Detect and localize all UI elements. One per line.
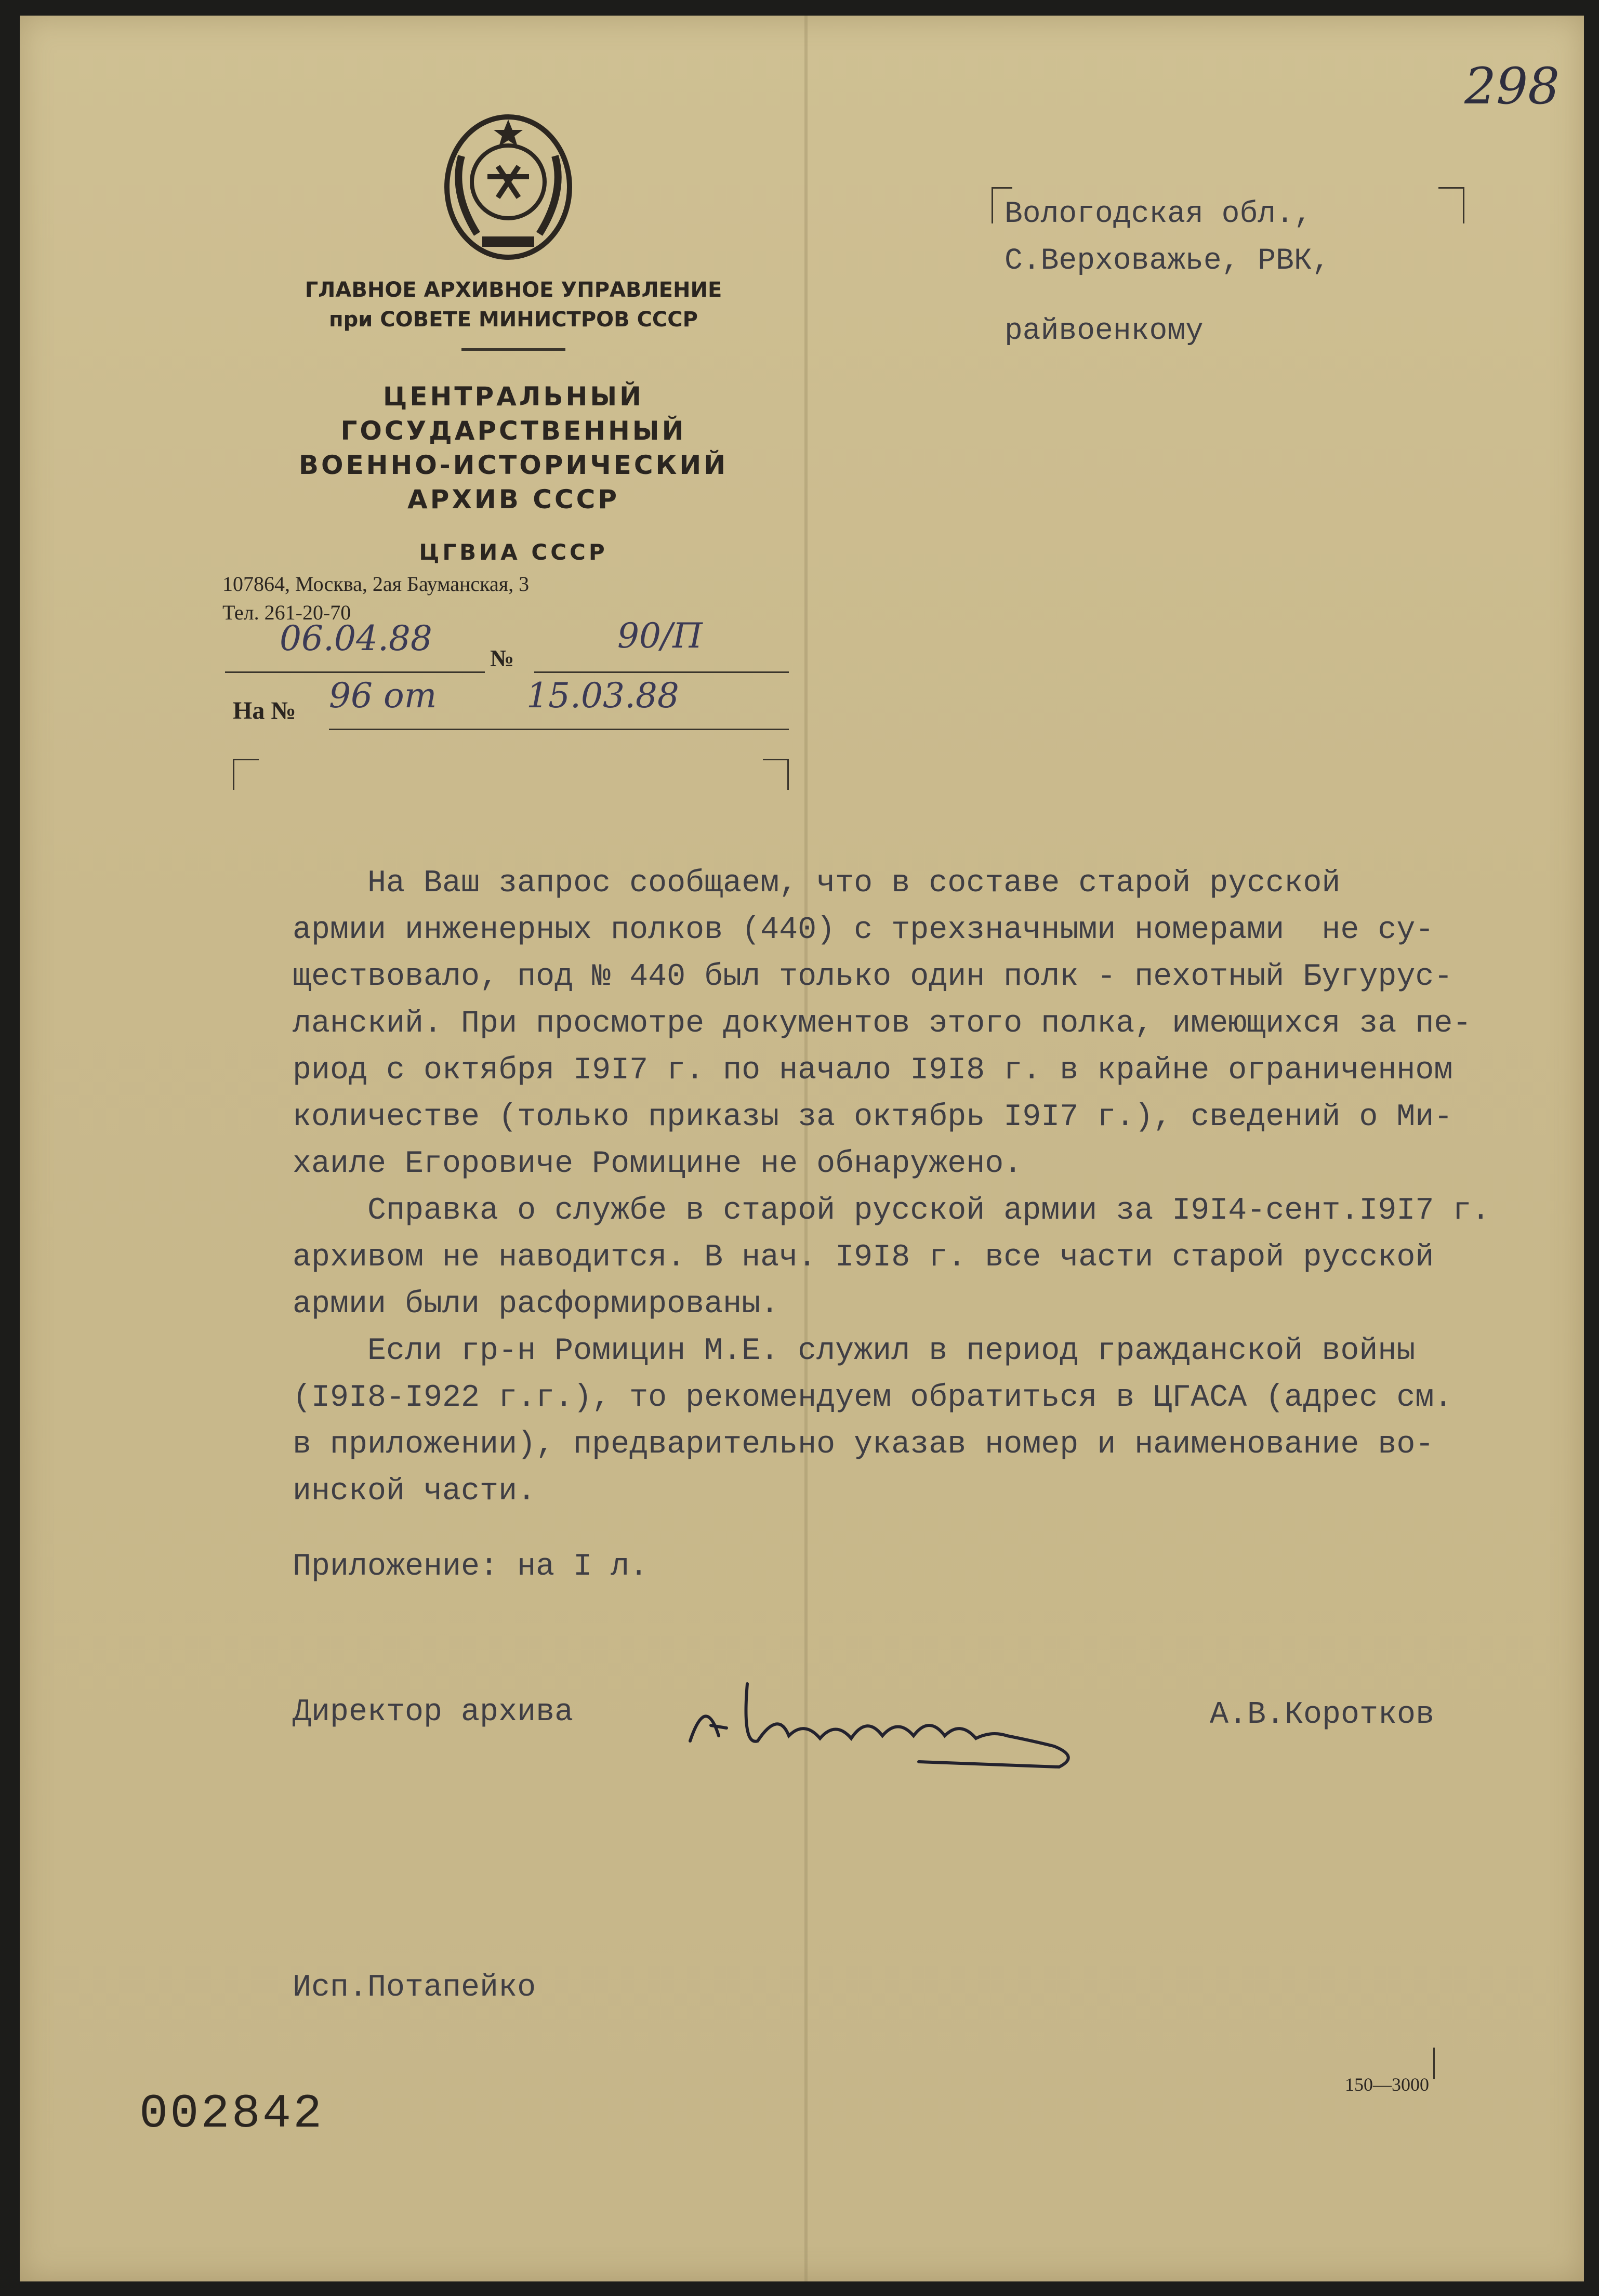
- body-line: На Ваш запрос сообщаем, что в составе старой русской: [293, 866, 1341, 901]
- document-page: [20, 16, 1584, 2281]
- handwritten-signature: [669, 1663, 1116, 1777]
- attachment-note: Приложение: на I л.: [293, 1549, 649, 1585]
- body-line: риод с октября I9I7 г. по начало I9I8 г. в крайне ограниченном: [293, 1053, 1453, 1088]
- letter-number: 90/П: [617, 616, 703, 656]
- archive-name-line-3: ВОЕННО-ИСТОРИЧЕСКИЙ: [298, 450, 729, 480]
- signatory-name: А.В.Коротков: [1210, 1697, 1435, 1733]
- letter-body: [293, 860, 1490, 1515]
- corner-mark-right-vertical: [787, 759, 789, 790]
- corner-mark-right: [763, 759, 789, 760]
- folio-number: 298: [1464, 57, 1560, 115]
- reply-label: На №: [233, 697, 296, 724]
- body-line: ланский. При просмотре документов этого полка, имеющихся за пе-: [293, 1006, 1472, 1041]
- archive-address: 107864, Москва, 2ая Бауманская, 3: [222, 572, 530, 596]
- body-line: (I9I8-I922 г.г.), то рекомендуем обратиться в ЦГАСА (адрес см.: [293, 1380, 1453, 1416]
- archive-abbreviation: ЦГВИА СССР: [419, 539, 608, 565]
- body-line: в приложении), предварительно указав номер и наименование во-: [293, 1427, 1434, 1462]
- body-line: армии инженерных полков (440) с трехзначными номерами не су-: [293, 913, 1434, 948]
- print-run: 150—3000: [1345, 2074, 1429, 2095]
- ministry-line-2: при СОВЕТЕ МИНИСТРОВ СССР: [329, 308, 698, 332]
- body-line: архивом не наводится. В нач. I9I8 г. все части старой русской: [293, 1240, 1434, 1275]
- recipient-line-2: С.Верховажье, РВК,: [1005, 244, 1330, 278]
- reply-underline: [329, 729, 789, 730]
- recipient-mark-left: [992, 187, 993, 223]
- body-line: Если гр-н Ромицин М.Е. служил в период гражданской войны: [293, 1334, 1416, 1369]
- corner-mark-left: [233, 759, 259, 760]
- recipient-mark-left-horizontal: [992, 187, 1012, 189]
- recipient-line-3: райвоенкому: [1005, 314, 1204, 348]
- header-divider: [461, 348, 565, 351]
- reply-number: 96 от: [329, 676, 437, 716]
- letter-date: 06.04.88: [280, 618, 432, 658]
- body-line: Справка о службе в старой русской армии за I9I4-сент.I9I7 г.: [293, 1193, 1490, 1229]
- serial-number: 002842: [139, 2087, 324, 2141]
- signatory-position: Директор архива: [293, 1695, 574, 1730]
- recipient-mark-right-vertical: [1463, 187, 1464, 223]
- number-underline: [534, 671, 789, 673]
- number-label: №: [490, 645, 514, 671]
- body-line: ществовало, под № 440 был только один полк - пехотный Бугурус-: [293, 959, 1453, 995]
- reply-date: 15.03.88: [526, 676, 679, 716]
- recipient-mark-right: [1438, 187, 1464, 189]
- print-run-mark: [1433, 2048, 1435, 2079]
- corner-mark-left-vertical: [233, 759, 234, 790]
- ministry-line-1: ГЛАВНОЕ АРХИВНОЕ УПРАВЛЕНИЕ: [305, 278, 722, 302]
- archive-name-line-4: АРХИВ СССР: [407, 484, 619, 514]
- executor-name: Исп.Потапейко: [293, 1970, 536, 2005]
- body-line: хаиле Егоровиче Ромицине не обнаружено.: [293, 1146, 1023, 1182]
- body-line: количестве (только приказы за октябрь I9I7 г.), сведений о Ми-: [293, 1100, 1453, 1135]
- date-underline: [225, 671, 485, 673]
- body-line: инской части.: [293, 1474, 536, 1509]
- archive-name-line-1: ЦЕНТРАЛЬНЫЙ: [383, 381, 644, 412]
- body-line: армии были расформированы.: [293, 1287, 779, 1322]
- ussr-emblem-icon: [441, 109, 576, 265]
- recipient-line-1: Вологодская обл.,: [1005, 197, 1312, 231]
- archive-phone: Тел. 261-20-70: [222, 601, 351, 624]
- archive-name-line-2: ГОСУДАРСТВЕННЫЙ: [340, 416, 686, 446]
